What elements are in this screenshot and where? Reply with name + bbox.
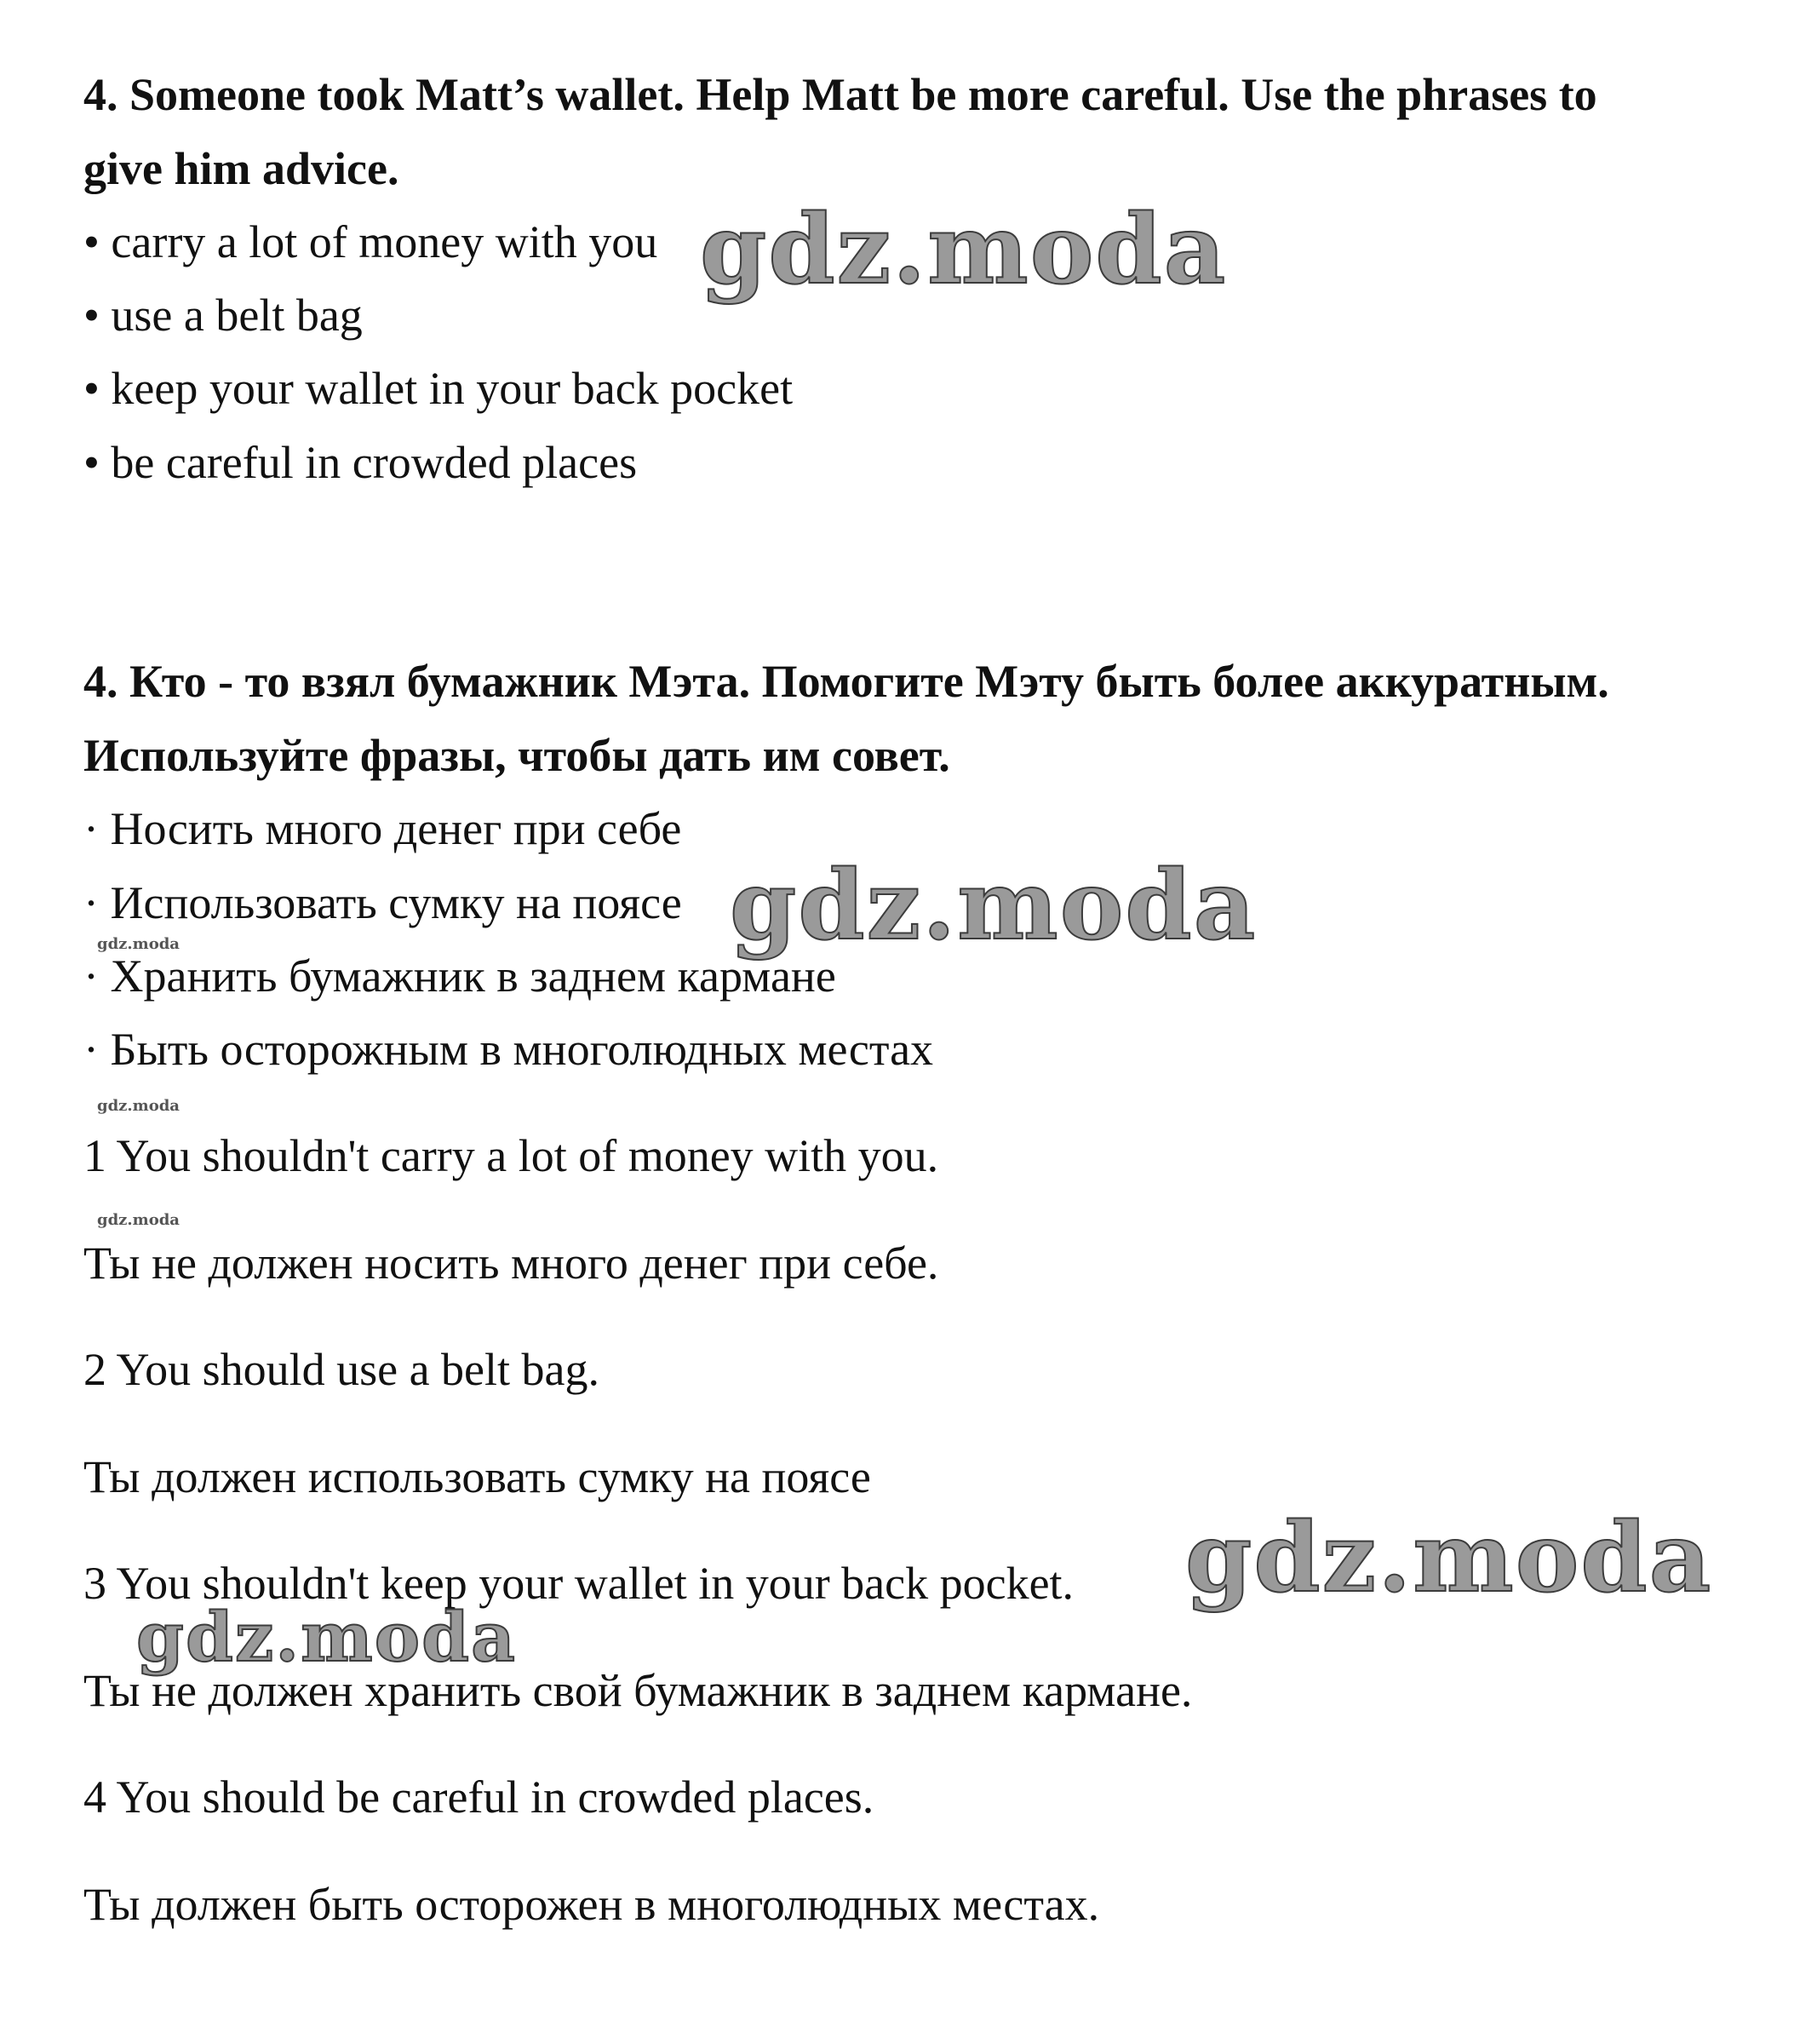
watermark: gdz.moda [700, 194, 1228, 306]
answer-3-ru: Ты не должен хранить свой бумажник в заднем кармане. [83, 1665, 1193, 1716]
answer-3-en: 3 You shouldn't keep your wallet in your back pocket. [83, 1558, 1075, 1609]
answer-1-en: 1 You shouldn't carry a lot of money with you. [83, 1130, 939, 1181]
task-heading-en-line2: give him advice. [83, 143, 399, 194]
answer-4-en: 4 You should be careful in crowded places. [83, 1771, 874, 1823]
watermark: gdz.moda [136, 1597, 517, 1677]
watermark-small: gdz.moda [97, 1211, 180, 1229]
task-heading-ru-line1: 4. Кто - то взял бумажник Мэта. Помогите Мэту быть более аккуратным. [83, 656, 1609, 707]
phrase-en-1: • carry a lot of money with you [83, 216, 658, 267]
watermark-small: gdz.moda [97, 935, 180, 953]
phrase-en-2: • use a belt bag [83, 290, 363, 341]
answer-2-en: 2 You should use a belt bag. [83, 1344, 599, 1395]
phrase-ru-1: · Носить много денег при себе [83, 803, 682, 854]
answer-1-ru: Ты не должен носить много денег при себе. [83, 1237, 939, 1289]
answer-4-ru: Ты должен быть осторожен в многолюдных местах. [83, 1879, 1100, 1930]
answer-2-ru: Ты должен использовать сумку на поясе [83, 1451, 871, 1502]
task-heading-ru-line2: Используйте фразы, чтобы дать им совет. [83, 730, 950, 781]
watermark: gdz.moda [1185, 1502, 1713, 1614]
phrase-ru-3: · Хранить бумажник в заднем кармане [83, 950, 836, 1002]
phrase-en-4: • be careful in crowded places [83, 437, 638, 488]
task-heading-en-line1: 4. Someone took Matt’s wallet. Help Matt be more careful. Use the phrases to [83, 69, 1597, 120]
phrase-ru-4: · Быть осторожным в многолюдных местах [83, 1024, 934, 1075]
phrase-ru-2: · Использовать сумку на поясе [83, 877, 682, 928]
phrase-en-3: • keep your wallet in your back pocket [83, 363, 794, 414]
watermark: gdz.moda [730, 850, 1258, 962]
watermark-small: gdz.moda [97, 1097, 180, 1115]
